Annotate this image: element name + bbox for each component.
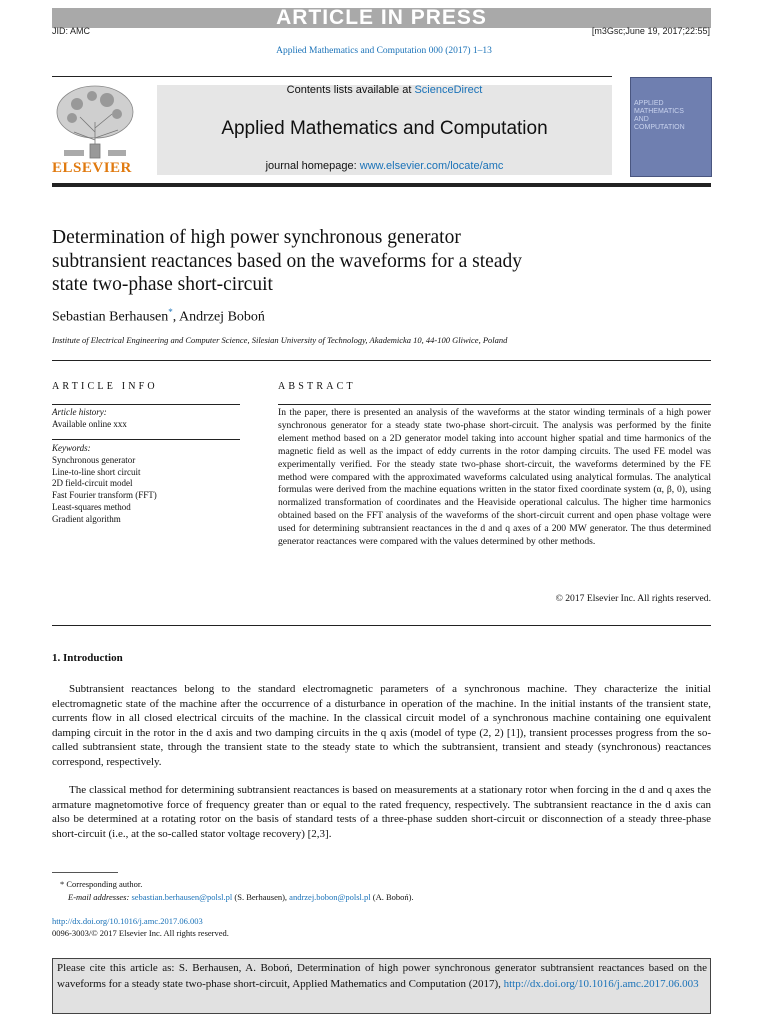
- abstract-copyright: © 2017 Elsevier Inc. All rights reserved.: [555, 593, 711, 604]
- build-info: [m3Gsc;June 19, 2017;22:55]: [591, 26, 710, 36]
- article-info-rule: [52, 404, 240, 405]
- article-info-heading: ARTICLE INFO: [52, 381, 158, 392]
- section-heading-introduction: 1. Introduction: [52, 652, 123, 664]
- jid-label: JID: AMC: [52, 26, 91, 36]
- intro-paragraph-1: Subtransient reactances belong to the standard electromagnetic parameters of a synchronous machine. They characterize the initial electromagnetic state of the machine after the occurrence of a disturbance in operation of the machine. In the initial instants of the transient state, currents flow in all closed electrical circuits of the machine. In the classical circuit model of a synchronous machine containing one equivalent damping circuit in the rotor in the d axis and two damping circuits in the q axis (model of type (2, 2) [1]), transient processes progress from the so-called subtransient state, through the transient state to the steady state to which the subtransient, transient and steady (synchronous) reactances correspond, respectively.: [52, 683, 711, 768]
- email-owner: (A. Boboń).: [370, 892, 414, 902]
- homepage-line: [157, 160, 612, 172]
- keywords-rule: [52, 439, 240, 440]
- email-link[interactable]: andrzej.bobon@polsl.pl: [289, 892, 371, 902]
- journal-name: Applied Mathematics and Computation: [221, 118, 548, 139]
- cover-line: AND: [634, 116, 649, 123]
- email-addresses: [68, 891, 414, 903]
- title-line: Determination of high power synchronous generator: [52, 227, 461, 248]
- author-name: Sebastian Berhausen: [52, 309, 169, 325]
- keyword: Fast Fourier transform (FFT): [52, 490, 157, 501]
- journal-cover-text: [634, 100, 685, 132]
- citation-doi-link[interactable]: http://dx.doi.org/10.1016/j.amc.2017.06.003: [503, 977, 699, 990]
- history-value: Available online xxx: [52, 418, 127, 429]
- citation-body: Please cite this article as: S. Berhausen, A. Boboń, Determination of high power synchronous generator subtransient reactances based on the waveforms for a steady state two-phase short-circuit, Applied Mathematics and Computation (2017),: [57, 962, 707, 990]
- title-rule: [52, 360, 711, 361]
- email-label: E-mail addresses:: [68, 892, 132, 902]
- doi-link[interactable]: http://dx.doi.org/10.1016/j.amc.2017.06.003: [52, 916, 203, 926]
- journal-reference: [0, 46, 768, 56]
- article-in-press-banner: ARTICLE IN PRESS: [52, 8, 711, 28]
- elsevier-tree-logo-icon: [52, 82, 138, 160]
- email-owner: (S. Berhausen),: [232, 892, 290, 902]
- author-name: Andrzej Boboń: [178, 309, 265, 325]
- cover-line: APPLIED: [634, 100, 664, 107]
- citation-text: [57, 961, 707, 992]
- issn-line: 0096-3003/© 2017 Elsevier Inc. All rights reserved.: [52, 928, 229, 938]
- keyword: Gradient algorithm: [52, 513, 121, 524]
- affiliation: Institute of Electrical Engineering and Computer Science, Silesian University of Technology, Akademicka 10, 44-100 Gliwice, Poland: [52, 335, 508, 345]
- abstract-rule: [278, 404, 711, 405]
- homepage-link[interactable]: www.elsevier.com/locate/amc: [359, 160, 504, 172]
- contents-prefix: Contents lists available at: [286, 84, 415, 96]
- sciencedirect-link[interactable]: ScienceDirect: [414, 84, 483, 96]
- abstract-heading: ABSTRACT: [278, 381, 356, 392]
- keywords-label: Keywords:: [52, 443, 91, 453]
- keyword: Synchronous generator: [52, 454, 136, 465]
- header-top-rule: [52, 76, 612, 77]
- keywords-block: [52, 443, 157, 526]
- title-line: state two-phase short-circuit: [52, 274, 273, 295]
- homepage-prefix: journal homepage:: [265, 160, 360, 172]
- journal-reference-link[interactable]: Applied Mathematics and Computation 000 (2017) 1–13: [276, 46, 492, 56]
- footnote-rule: [52, 872, 118, 873]
- publisher-logo-text: ELSEVIER: [52, 160, 132, 176]
- author-separator: ,: [172, 309, 179, 325]
- corresponding-author-note: * Corresponding author.: [60, 879, 143, 889]
- email-link[interactable]: sebastian.berhausen@polsl.pl: [131, 892, 233, 902]
- title-line: subtransient reactances based on the waveforms for a steady: [52, 250, 522, 272]
- keyword: 2D field-circuit model: [52, 478, 133, 489]
- history-label: Article history:: [52, 407, 107, 417]
- paper-title: [52, 226, 652, 297]
- abstract-bottom-rule: [52, 625, 711, 626]
- contents-line: [157, 84, 612, 96]
- article-history: [52, 407, 127, 431]
- cover-line: COMPUTATION: [634, 124, 685, 131]
- keyword: Least-squares method: [52, 501, 131, 512]
- cover-line: MATHEMATICS: [634, 108, 684, 115]
- header-bottom-rule: [52, 183, 711, 187]
- authors: [52, 307, 265, 326]
- keyword: Line-to-line short circuit: [52, 466, 141, 477]
- corresponding-author-mark[interactable]: *: [168, 307, 173, 317]
- intro-paragraph-2: The classical method for determining subtransient reactances is based on measurements at a stationary rotor when forcing in the d and q axes the armature magnetomotive force of frequency greater than or equal to the rated frequency, respectively. The subtransient reactance in the d axis can also be determined at a rotating rotor on the basis of standard tests of a three-phase sudden short-circuit or disconnection of a steady three-phase short-circuit (i.e., at the so-called stator voltage recovery) [2,3].: [52, 784, 711, 840]
- abstract-text: In the paper, there is presented an analysis of the waveforms at the stator winding terminals of a high power synchronous generator for a steady state two-phase short-circuit. The analysis was performed by the finite element method based on a 2D generator model taking into account higher spatial and time harmonics of the magnetic field as well as the impact of eddy currents in the rotor damping circuits. The used FE model was experimentally verified. For the steady state two-phase short-circuit, the waveforms determined by the FE method were compared with the approximated waveforms calculated using analytical formulas. The analytical formulas were derived from the machine equations written in the stator fixed coordinate system (α, β, 0), using normalized transformation of coordinates and the Heaviside operational calculus. The higher time harmonics obtained based on the FFT analysis of the waveforms of the short-circuit current and open phase voltage were used for determining subtransient reactances in the d and q axes of a 200 MW generator. The thus determined generator reactances were compared with the values determined by other methods.: [278, 407, 711, 548]
